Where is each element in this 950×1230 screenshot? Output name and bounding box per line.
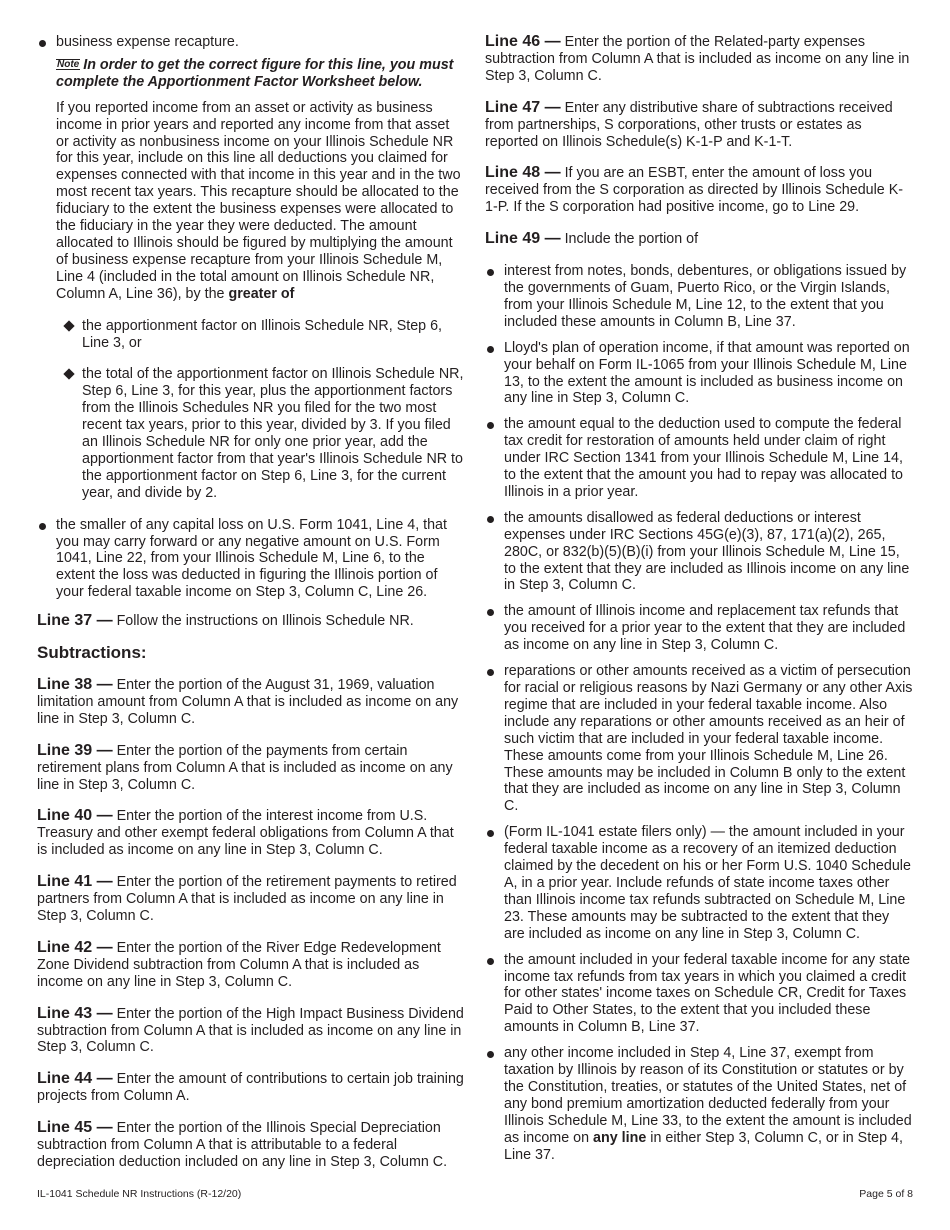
line-37: Line 37 — Follow the instructions on Illinois Schedule NR. — [37, 612, 414, 630]
list-item: the smaller of any capital loss on U.S. Form 1041, Line 4, that you may carry forward or any negative amount on U.S. Form 1041, Line 22, from your Illinois Schedule M, Line 6, to the extent the loss was deducted in figuring the Illinois portion of your federal taxable income on Step 3, Column C, Line 26. — [37, 517, 465, 602]
list-item: the amount equal to the deduction used to compute the federal tax credit for restoration of amounts held under claim of right under IRC Section 1341 from your Illinois Schedule M, Line 14, to the extent that the amount you had to repay was allocated to Illinois in a prior year. — [485, 416, 913, 501]
left-column — [37, 34, 465, 1171]
footer-form-id: IL-1041 Schedule NR Instructions (R-12/20) — [37, 1188, 242, 1200]
paragraph: If you reported income from an asset or activity as business income in prior years and reported any income from that asset or activity as nonbusiness income on your Illinois Schedule NR for this year, include on this line all deductions you claimed for expenses connected with that income in this year and in the two most recent tax years. This recapture should be allocated to the fiduciary to the extent the business expenses were allocated to the fiduciary in the year they were deducted. The amount allocated to Illinois should be figured by multiplying the amount of business expense recapture from your Illinois Schedule M, Line 4 (included in the total amount on Illinois Schedule NR, Column A, Line 36), by the greater of — [56, 99, 461, 302]
line-47: Line 47 — Enter any distributive share of subtractions received from partnerships, S corporations, other trusts or estates as reported on Illinois Schedule(s) K-1-P and K-1-T. — [485, 98, 893, 150]
list-item: reparations or other amounts received as a victim of persecution for racial or religious reasons by Nazi Germany or any other Axis regime that are included in your federal taxable income. Also include any reparations or other amounts received as an heir of such victim that are included in your federal taxable income. These amounts come from your Illinois Schedule M, Line 26. These amounts may be included in Column B only to the extent that they are included as income on any line in Step 3, Column C. — [485, 663, 913, 815]
line-46: Line 46 — Enter the portion of the Related-party expenses subtraction from Column A that is included as income on any line in Step 3, Column C. — [485, 33, 910, 84]
list-item: business expense recapture. — [37, 34, 465, 51]
list-item: the amount included in your federal taxable income for any state income tax refunds from tax years in which you claimed a credit for other states' income taxes on Schedule CR, Credit for Taxes Paid to Other States, to the extent that you included these amounts in Column B, Line 37. — [485, 952, 913, 1037]
list-item: the amount of Illinois income and replacement tax refunds that you received for a prior year to the extent that they are included as income on any line in Step 3, Column C. — [485, 603, 913, 654]
line-49: Line 49 — Include the portion of — [485, 230, 699, 248]
line-45: Line 45 — Enter the portion of the Illinois Special Depreciation subtraction from Column A that is attributable to a federal depreciation deduction included on any line in Step 3, Column C. — [37, 1119, 448, 1170]
line-39: Line 39 — Enter the portion of the payments from certain retirement plans from Column A that is included as income on any line in Step 3, Column C. — [37, 741, 453, 793]
line-38: Line 38 — Enter the portion of the August 31, 1969, valuation limitation amount from Column A that is included as income on any line in Step 3, Column C. — [37, 676, 459, 727]
footer-page-number: Page 5 of 8 — [859, 1188, 913, 1200]
list-item: the total of the apportionment factor on Illinois Schedule NR, Step 6, Line 3, for this year, plus the apportionment factors from the Illinois Schedules NR you filed for the two most recent tax years, prior to this year, divided by 3. If you filed an Illinois Schedule NR for only one prior year, add the apportionment factor from that year's Illinois Schedule NR to the apportionment factor on Step 6, Line 3, for the current year, and divide by 2. — [37, 366, 465, 501]
list-item: the amounts disallowed as federal deductions or interest expenses under IRC Sections 45G(e)(3), 87, 171(a)(2), 265, 280C, or 832(b)(5)(B)(i) from your Illinois Schedule M, Line 15, to the extent that they are included as Illinois income on any line in Step 3, Column C. — [485, 510, 913, 595]
line-48: Line 48 — If you are an ESBT, enter the amount of loss you received from the S corporation as directed by Illinois Schedule K-1-P. If the S corporation had positive income, go to Line 29. — [485, 164, 903, 216]
note-block: Note In order to get the correct figure for this line, you must complete the Apportionment Factor Worksheet below. — [56, 56, 454, 90]
list-item: interest from notes, bonds, debentures, or obligations issued by the governments of Guam, Puerto Rico, or the Virgin Islands, from your Illinois Schedule M, Line 12, to the extent that you included these amounts in Column B, Line 37. — [485, 263, 913, 331]
line-42: Line 42 — Enter the portion of the River Edge Redevelopment Zone Dividend subtraction from Column A that is included as income on any line in Step 3, Column C. — [37, 938, 441, 990]
line-44: Line 44 — Enter the amount of contributions to certain job training projects from Column A. — [37, 1070, 464, 1105]
list-item: any other income included in Step 4, Line 37, exempt from taxation by Illinois by reason of its Constitution or statutes or by the Constitution, treaties, or statutes of the United States, net of any bond premium amortization deducted federally from your Illinois Schedule M, Line 33, to the extent the amount is included as income on any line in either Step 3, Column C, or in Step 4, Line 37. — [485, 1045, 913, 1163]
line-40: Line 40 — Enter the portion of the interest income from U.S. Treasury and other exempt federal obligations from Column A that is included as income on any line in Step 3, Column C. — [37, 807, 454, 859]
line-41: Line 41 — Enter the portion of the retirement payments to retired partners from Column A that is included as income on any line in Step 3, Column C. — [37, 873, 457, 924]
list-item: (Form IL-1041 estate filers only) — the amount included in your federal taxable income as a recovery of an itemized deduction claimed by the decedent on his or her Form U.S. 1040 Schedule A, in a prior year. Include refunds of state income taxes other than Illinois income tax refunds subtracted on Schedule M, Line 23. These amounts may be subtracted to the extent that they are included as income on any line in Step 3, Column C. — [485, 824, 913, 942]
list-item: the apportionment factor on Illinois Schedule NR, Step 6, Line 3, or — [37, 318, 465, 352]
note-icon: Note — [57, 58, 80, 70]
line-43: Line 43 — Enter the portion of the High Impact Business Dividend subtraction from Column A that is included as income on any line in Step 3, Column C. — [37, 1004, 464, 1056]
section-heading: Subtractions: — [37, 643, 147, 663]
right-column — [485, 34, 913, 1163]
list-item: Lloyd's plan of operation income, if that amount was reported on your behalf on Form IL-1065 from your Illinois Schedule M, Line 13, to the extent the amount is included as business income on any line in Step 3, Column C. — [485, 340, 913, 408]
